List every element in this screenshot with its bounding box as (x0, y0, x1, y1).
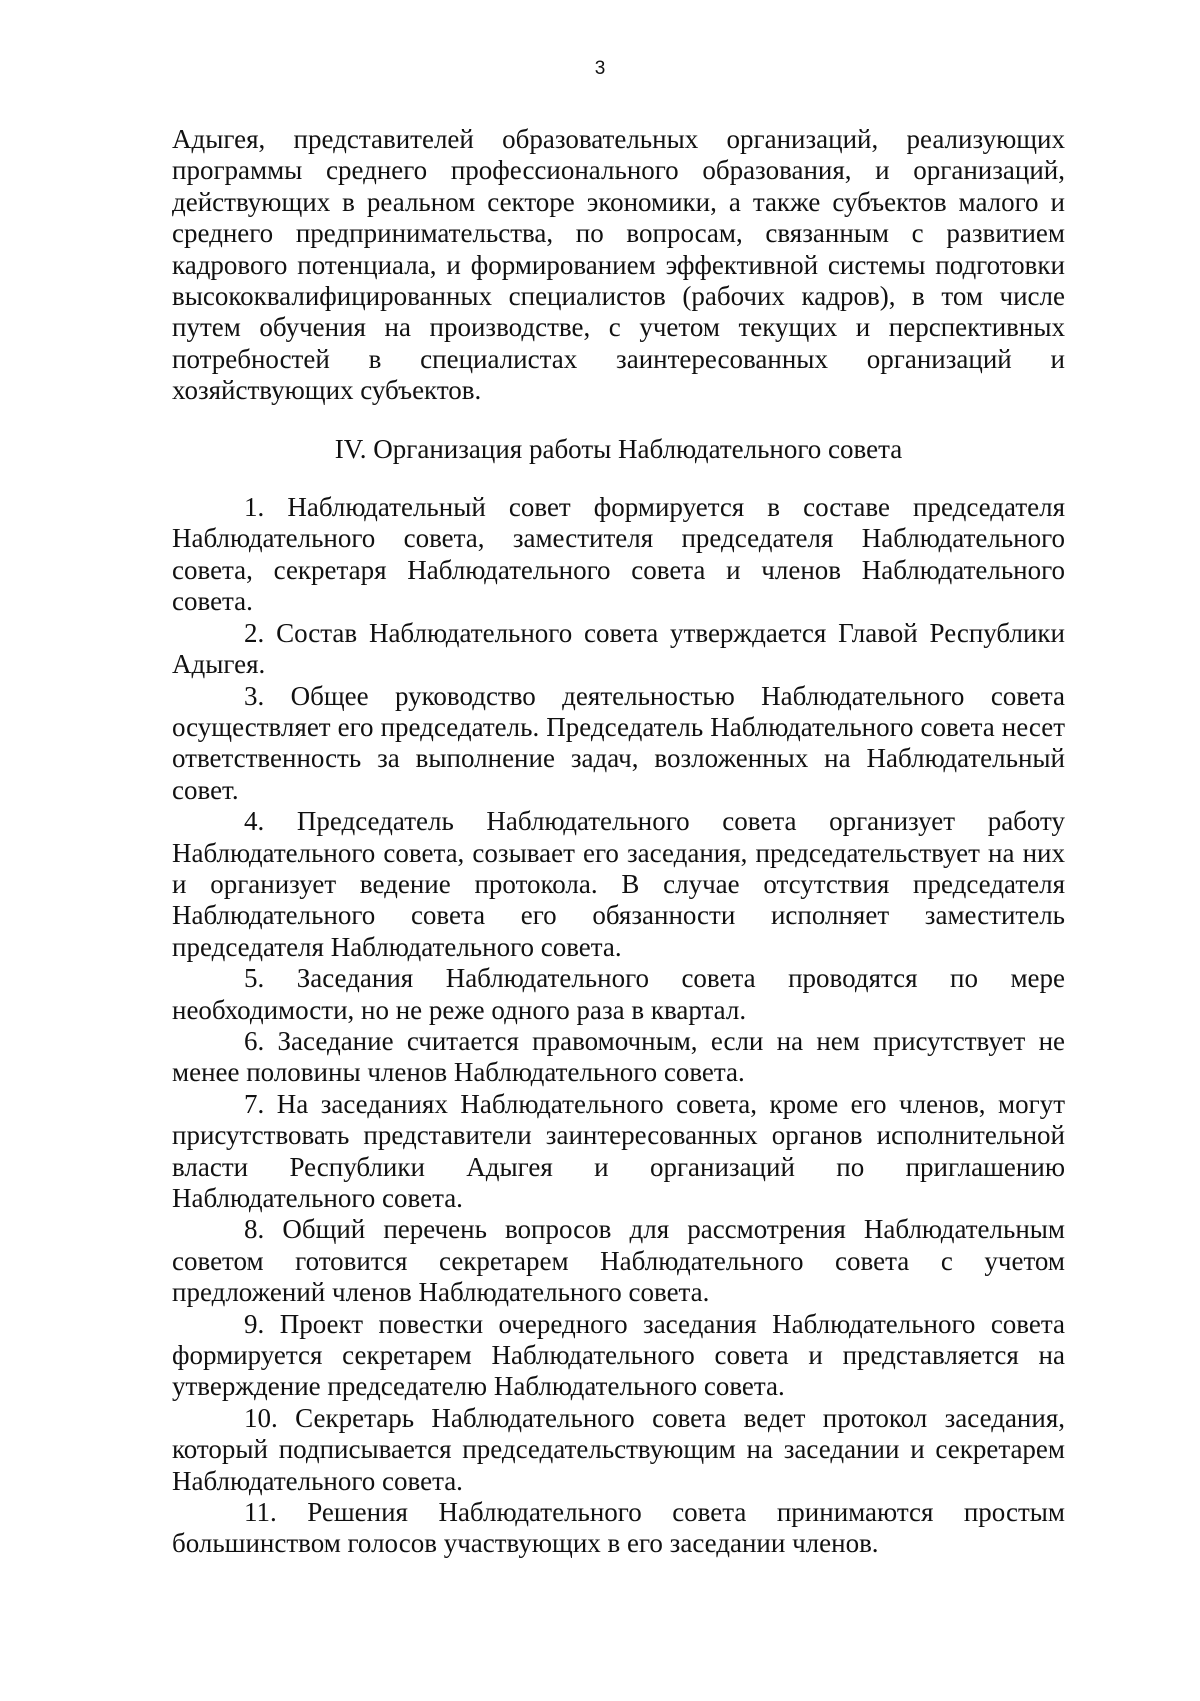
section-item: 1. Наблюдательный совет формируется в составе председателя Наблюдательного совета, заместителя председателя Наблюдательного совета, секретаря Наблюдательного совета и членов Наблюдательного совета. (172, 492, 1065, 617)
intro-paragraph: Адыгея, представителей образовательных организаций, реализующих программы среднего профессионального образования, и организаций, действующих в реальном секторе экономики, а также субъектов малого и среднего предпринимательства, по вопросам, связанным с развитием кадрового потенциала, и формированием эффективной системы подготовки высококвалифицированных специалистов (рабочих кадров), в том числе путем обучения на производстве, с учетом текущих и перспективных потребностей в специалистах заинтересованных организаций и хозяйствующих субъектов. (172, 124, 1065, 406)
section-item: 10. Секретарь Наблюдательного совета ведет протокол заседания, который подписывается председательствующим на заседании и секретарем Наблюдательного совета. (172, 1402, 1065, 1496)
section-item: 2. Состав Наблюдательного совета утверждается Главой Республики Адыгея. (172, 617, 1065, 680)
section-items (172, 492, 1065, 1560)
section-item: 9. Проект повестки очередного заседания Наблюдательного совета формируется секретарем Наблюдательного совета и представляется на утверждение председателю Наблюдательного совета. (172, 1308, 1065, 1402)
section-item: 8. Общий перечень вопросов для рассмотрения Наблюдательным советом готовится секретарем Наблюдательного совета с учетом предложений членов Наблюдательного совета. (172, 1214, 1065, 1308)
section-item: 5. Заседания Наблюдательного совета проводятся по мере необходимости, но не реже одного раза в квартал. (172, 963, 1065, 1025)
section-item: 6. Заседание считается правомочным, если на нем присутствует не менее половины членов Наблюдательного совета. (172, 1025, 1065, 1088)
section-heading: IV. Организация работы Наблюдательного совета (334, 433, 903, 464)
section-item: 11. Решения Наблюдательного совета принимаются простым большинством голосов участвующих в его заседании членов. (172, 1497, 1065, 1559)
section-item: 4. Председатель Наблюдательного совета организует работу Наблюдательного совета, созывает его заседания, председательствует на них и организует ведение протокола. В случае отсутствия председателя Наблюдательного совета его обязанности исполняет заместитель председателя Наблюдательного совета. (172, 806, 1065, 962)
section-item: 7. На заседаниях Наблюдательного совета, кроме его членов, могут присутствовать представители заинтересованных органов исполнительной власти Республики Адыгея и организаций по приглашению Наблюдательного совета. (172, 1088, 1065, 1213)
page-number: 3 (594, 58, 606, 79)
document-body (172, 124, 1065, 1560)
section-item: 3. Общее руководство деятельностью Наблюдательного совета осуществляет его председатель. Председатель Наблюдательного совета несет ответственность за выполнение задач, возложенных на Наблюдательный совет. (172, 680, 1065, 805)
